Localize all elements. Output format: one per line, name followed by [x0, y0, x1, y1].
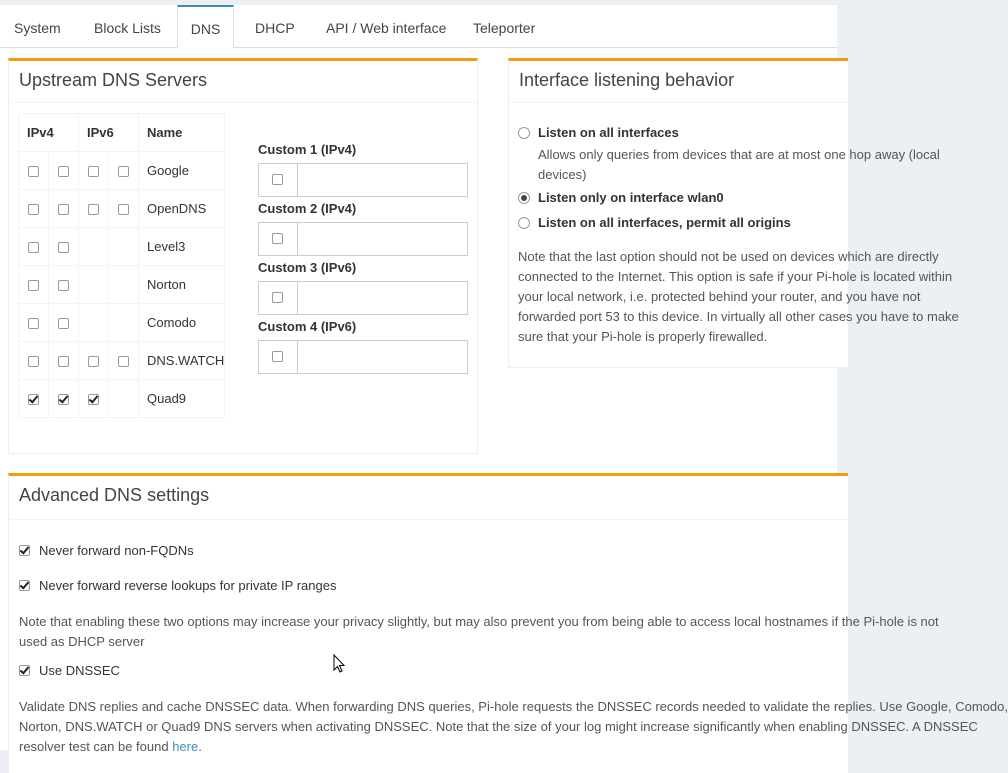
dnswatch-ipv4-2-checkbox[interactable]	[58, 356, 69, 367]
dnssec-checkbox[interactable]	[19, 665, 30, 676]
tab-api-web-interface[interactable]: API / Web interface	[326, 20, 447, 36]
interface-note-line-4: forwarded port 53 to this device. In virtually all other cases you have to make	[518, 309, 959, 324]
custom-3-checkbox[interactable]	[272, 292, 283, 303]
google-ipv4-1-checkbox[interactable]	[28, 166, 39, 177]
opendns-ipv6-1-checkbox[interactable]	[88, 204, 99, 215]
custom-2-addon	[259, 223, 298, 255]
interface-title: Interface listening behavior	[519, 70, 735, 90]
server-row-dnswatch	[19, 342, 225, 380]
custom-1-input[interactable]	[298, 164, 467, 196]
server-row-quad9	[19, 380, 225, 418]
upstream-dns-box	[8, 58, 478, 454]
tab-dhcp[interactable]: DHCP	[255, 20, 295, 36]
interface-note-line-5: sure that your Pi-hole is properly firewalled.	[518, 329, 768, 344]
interface-header	[509, 61, 848, 103]
server-row-norton	[19, 266, 225, 304]
server-name: DNS.WATCH	[139, 342, 225, 380]
comodo-ipv4-2-checkbox[interactable]	[58, 318, 69, 329]
table-header-row	[19, 114, 225, 152]
advanced-note-2-end: .	[198, 739, 202, 754]
listen-all-radio[interactable]	[518, 127, 530, 139]
custom-2-checkbox[interactable]	[272, 233, 283, 244]
custom-4-label: Custom 4 (IPv6)	[258, 319, 357, 334]
upstream-dns-header	[9, 61, 477, 103]
bogus-priv-label[interactable]: Never forward reverse lookups for private IP ranges	[39, 578, 337, 593]
custom-2-group	[258, 222, 468, 256]
server-row-opendns	[19, 190, 225, 228]
custom-4-group	[258, 340, 468, 374]
custom-2-input[interactable]	[298, 223, 467, 255]
opendns-ipv4-2-checkbox[interactable]	[58, 204, 69, 215]
opendns-ipv6-2-checkbox[interactable]	[118, 204, 129, 215]
custom-3-group	[258, 281, 468, 315]
settings-tabs	[0, 5, 837, 48]
listen-wlan0-radio[interactable]	[518, 192, 530, 204]
opendns-ipv4-1-checkbox[interactable]	[28, 204, 39, 215]
name-header: Name	[139, 114, 225, 152]
level3-ipv4-1-checkbox[interactable]	[28, 242, 39, 253]
advanced-note-2-line-2: Norton, DNS.WATCH or Quad9 DNS servers when activating DNSSEC. Note that the size of your log might increase significantly when enabling DNSSEC. A DNSSEC	[19, 719, 978, 734]
server-row-comodo	[19, 304, 225, 342]
server-name: Comodo	[139, 304, 225, 342]
google-ipv6-2-checkbox[interactable]	[118, 166, 129, 177]
norton-ipv4-1-checkbox[interactable]	[28, 280, 39, 291]
server-row-level3	[19, 228, 225, 266]
server-name: Quad9	[139, 380, 225, 418]
interface-note-line-2: connected to the Internet. This option is safe if your Pi-hole is located within	[518, 269, 953, 284]
dnswatch-ipv4-1-checkbox[interactable]	[28, 356, 39, 367]
ipv4-header: IPv4	[19, 114, 79, 152]
quad9-ipv4-1-checkbox[interactable]	[28, 394, 39, 405]
interface-box	[508, 58, 959, 368]
advanced-note-2-text: resolver test can be found	[19, 739, 173, 754]
server-row-google	[19, 152, 225, 190]
tab-dns[interactable]: DNS	[177, 5, 234, 49]
custom-3-label: Custom 3 (IPv6)	[258, 260, 357, 275]
advanced-dns-box	[8, 473, 1008, 773]
quad9-ipv4-2-checkbox[interactable]	[58, 394, 69, 405]
fqdn-label[interactable]: Never forward non-FQDNs	[39, 543, 194, 558]
custom-2-label: Custom 2 (IPv4)	[258, 201, 357, 216]
custom-3-addon	[259, 282, 298, 314]
tab-content	[0, 48, 1008, 754]
advanced-note-1-line-1: Note that enabling these two options may increase your privacy slightly, but may also prevent you from being able to access local hostnames if the Pi-hole is not	[19, 614, 939, 629]
advanced-dns-header	[9, 476, 848, 520]
ipv6-header: IPv6	[79, 114, 139, 152]
custom-4-input[interactable]	[298, 341, 467, 373]
custom-1-label: Custom 1 (IPv4)	[258, 142, 357, 157]
server-name: Google	[139, 152, 225, 190]
server-name: OpenDNS	[139, 190, 225, 228]
dnswatch-ipv6-2-checkbox[interactable]	[118, 356, 129, 367]
fqdn-checkbox[interactable]	[19, 545, 30, 556]
listen-all-label[interactable]: Listen on all interfaces	[538, 125, 679, 140]
custom-1-checkbox[interactable]	[272, 174, 283, 185]
interface-note-line-3: your local network, i.e. protected behind your router, and you have not	[518, 289, 921, 304]
norton-ipv4-2-checkbox[interactable]	[58, 280, 69, 291]
mouse-cursor-icon	[333, 654, 347, 674]
tab-teleporter[interactable]: Teleporter	[473, 20, 536, 36]
dnssec-test-link[interactable]: here	[172, 739, 199, 754]
listen-wlan0-label[interactable]: Listen only on interface wlan0	[538, 190, 724, 205]
google-ipv4-2-checkbox[interactable]	[58, 166, 69, 177]
advanced-note-1-line-2: used as DHCP server	[19, 634, 145, 649]
dnssec-label[interactable]: Use DNSSEC	[39, 663, 120, 678]
bogus-priv-checkbox[interactable]	[19, 580, 30, 591]
advanced-note-2-line-3	[19, 737, 202, 757]
custom-1-addon	[259, 164, 298, 196]
advanced-dns-title: Advanced DNS settings	[19, 485, 210, 505]
listen-all-desc-1: Allows only queries from devices that are at most one hop away (local	[538, 147, 940, 162]
custom-3-input[interactable]	[298, 282, 467, 314]
upstream-dns-title: Upstream DNS Servers	[19, 70, 208, 90]
custom-4-addon	[259, 341, 298, 373]
tab-system[interactable]: System	[14, 20, 61, 36]
advanced-note-2-line-1: Validate DNS replies and cache DNSSEC data. When forwarding DNS queries, Pi-hole requests the DNSSEC records needed to validate the replies. Use Google, Comodo,	[19, 699, 1008, 714]
listen-permit-all-radio[interactable]	[518, 217, 530, 229]
google-ipv6-1-checkbox[interactable]	[88, 166, 99, 177]
tab-block-lists[interactable]: Block Lists	[94, 20, 161, 36]
custom-1-group	[258, 163, 468, 197]
server-name: Level3	[139, 228, 225, 266]
dnswatch-ipv6-1-checkbox[interactable]	[88, 356, 99, 367]
listen-all-desc-2: devices)	[538, 167, 587, 182]
listen-permit-all-label[interactable]: Listen on all interfaces, permit all origins	[538, 215, 791, 230]
comodo-ipv4-1-checkbox[interactable]	[28, 318, 39, 329]
custom-4-checkbox[interactable]	[272, 351, 283, 362]
quad9-ipv6-1-checkbox[interactable]	[88, 394, 99, 405]
server-name: Norton	[139, 266, 225, 304]
interface-note-line-1: Note that the last option should not be used on devices which are directly	[518, 249, 939, 264]
upstream-servers-table	[18, 113, 225, 418]
level3-ipv4-2-checkbox[interactable]	[58, 242, 69, 253]
